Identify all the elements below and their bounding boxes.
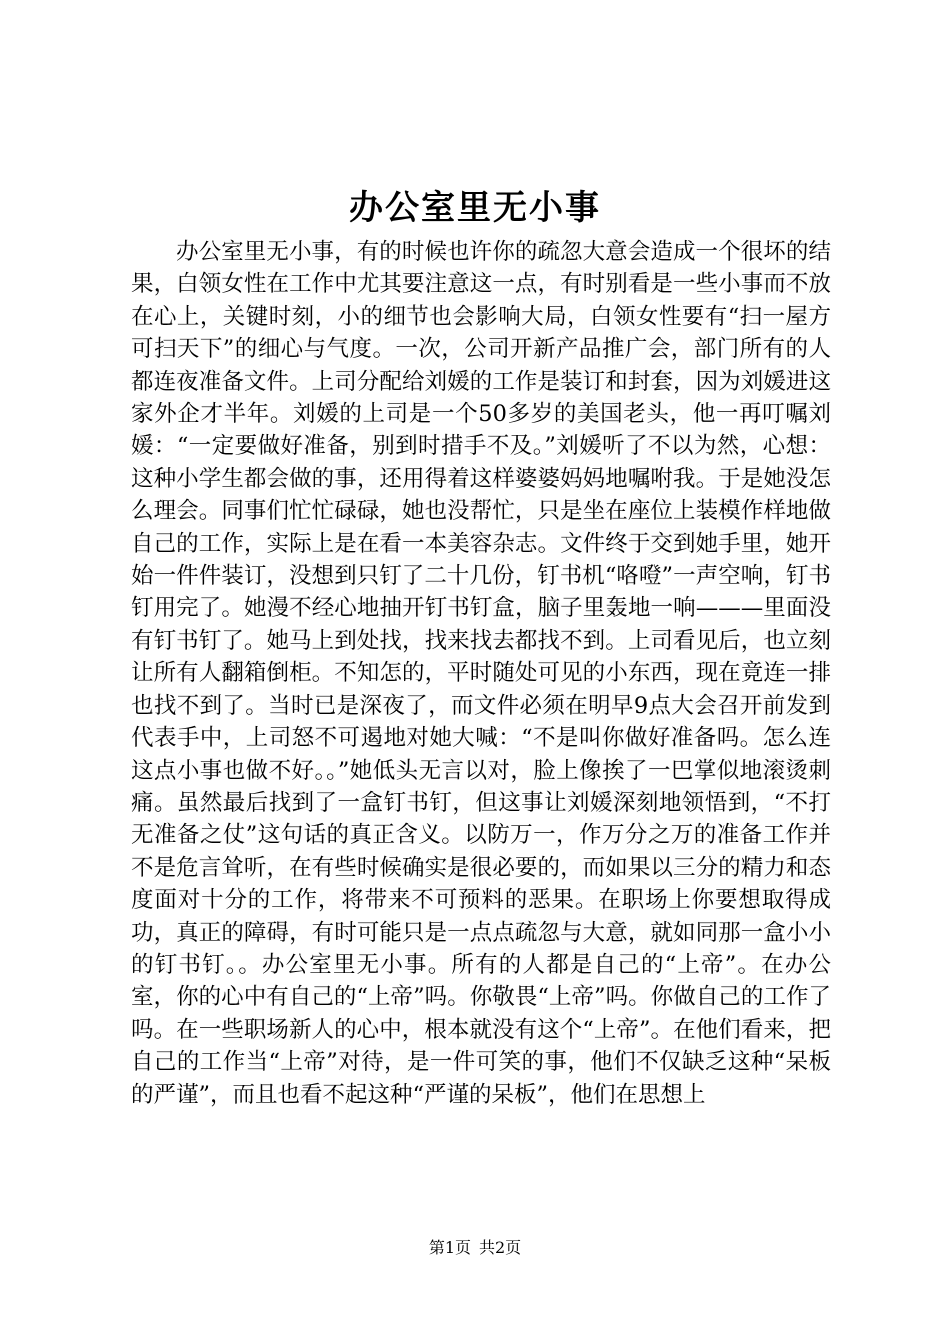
page-number: 第1页 (428, 1238, 471, 1257)
body-paragraph: 办公室里无小事，有的时候也许你的疏忽大意会造成一个很坏的结果，白领女性在工作中尤其要注意这一点，有时别看是一些小事而不放在心上，关键时刻，小的细节也会影响大局，白领女性要有“扫一屋方可扫天下”的细心与气度。一次，公司开新产品推广会，部门所有的人都连夜准备文件。上司分配给刘媛的工作是装订和封套，因为刘媛进这家外企才半年。刘媛的上司是一个50多岁的美国老头，他一再叮嘱刘媛：“一定要做好准备，别到时措手不及。”刘媛听了不以为然，心想：这种小学生都会做的事，还用得着这样婆婆妈妈地嘱咐我。于是她没怎么理会。同事们忙忙碌碌，她也没帮忙，只是坐在座位上装模作样地做自己的工作，实际上是在看一本美容杂志。文件终于交到她手里，她开始一件件装订，没想到只钉了二十几份，钉书机“咯噔”一声空响，钉书钉用完了。她漫不经心地抽开钉书钉盒，脑子里轰地一响———里面没有钉书钉了。她马上到处找，找来找去都找不到。上司看见后，也立刻让所有人翻箱倒柜。不知怎的，平时随处可见的小东西，现在竟连一排也找不到了。当时已是深夜了，而文件必须在明早9点大会召开前发到代表手中，上司怒不可遏地对她大喊：“不是叫你做好准备吗。怎么连这点小事也做不好。。”她低头无言以对，脸上像挨了一巴掌似地滚烫刺痛。虽然最后找到了一盒钉书钉，但这事让刘媛深刻地领悟到，“不打无准备之仗”这句话的真正含义。以防万一，作万分之万的准备工作并不是危言耸听，在有些时候确实是很必要的，而如果以三分的精力和态度面对十分的工作，将带来不可预料的恶果。在职场上你要想取得成功，真正的障碍，有时可能只是一点点疏忽与大意，就如同那一盒小小的钉书钉。。办公室里无小事。所有的人都是自己的“上帝”。在办公室，你的心中有自己的“上帝”吗。你敬畏“上帝”吗。你做自己的工作了吗。在一些职场新人的心中，根本就没有这个“上帝”。在他们看来，把自己的工作当“上帝”对待，是一件可笑的事，他们不仅缺乏这种“呆板的严谨”，而且也看不起这种“严谨的呆板”，他们在思想上 (131, 239, 831, 1108)
page-total: 共2页 (479, 1238, 522, 1257)
document-title: 办公室里无小事 (349, 188, 601, 228)
page-footer (0, 1236, 950, 1260)
